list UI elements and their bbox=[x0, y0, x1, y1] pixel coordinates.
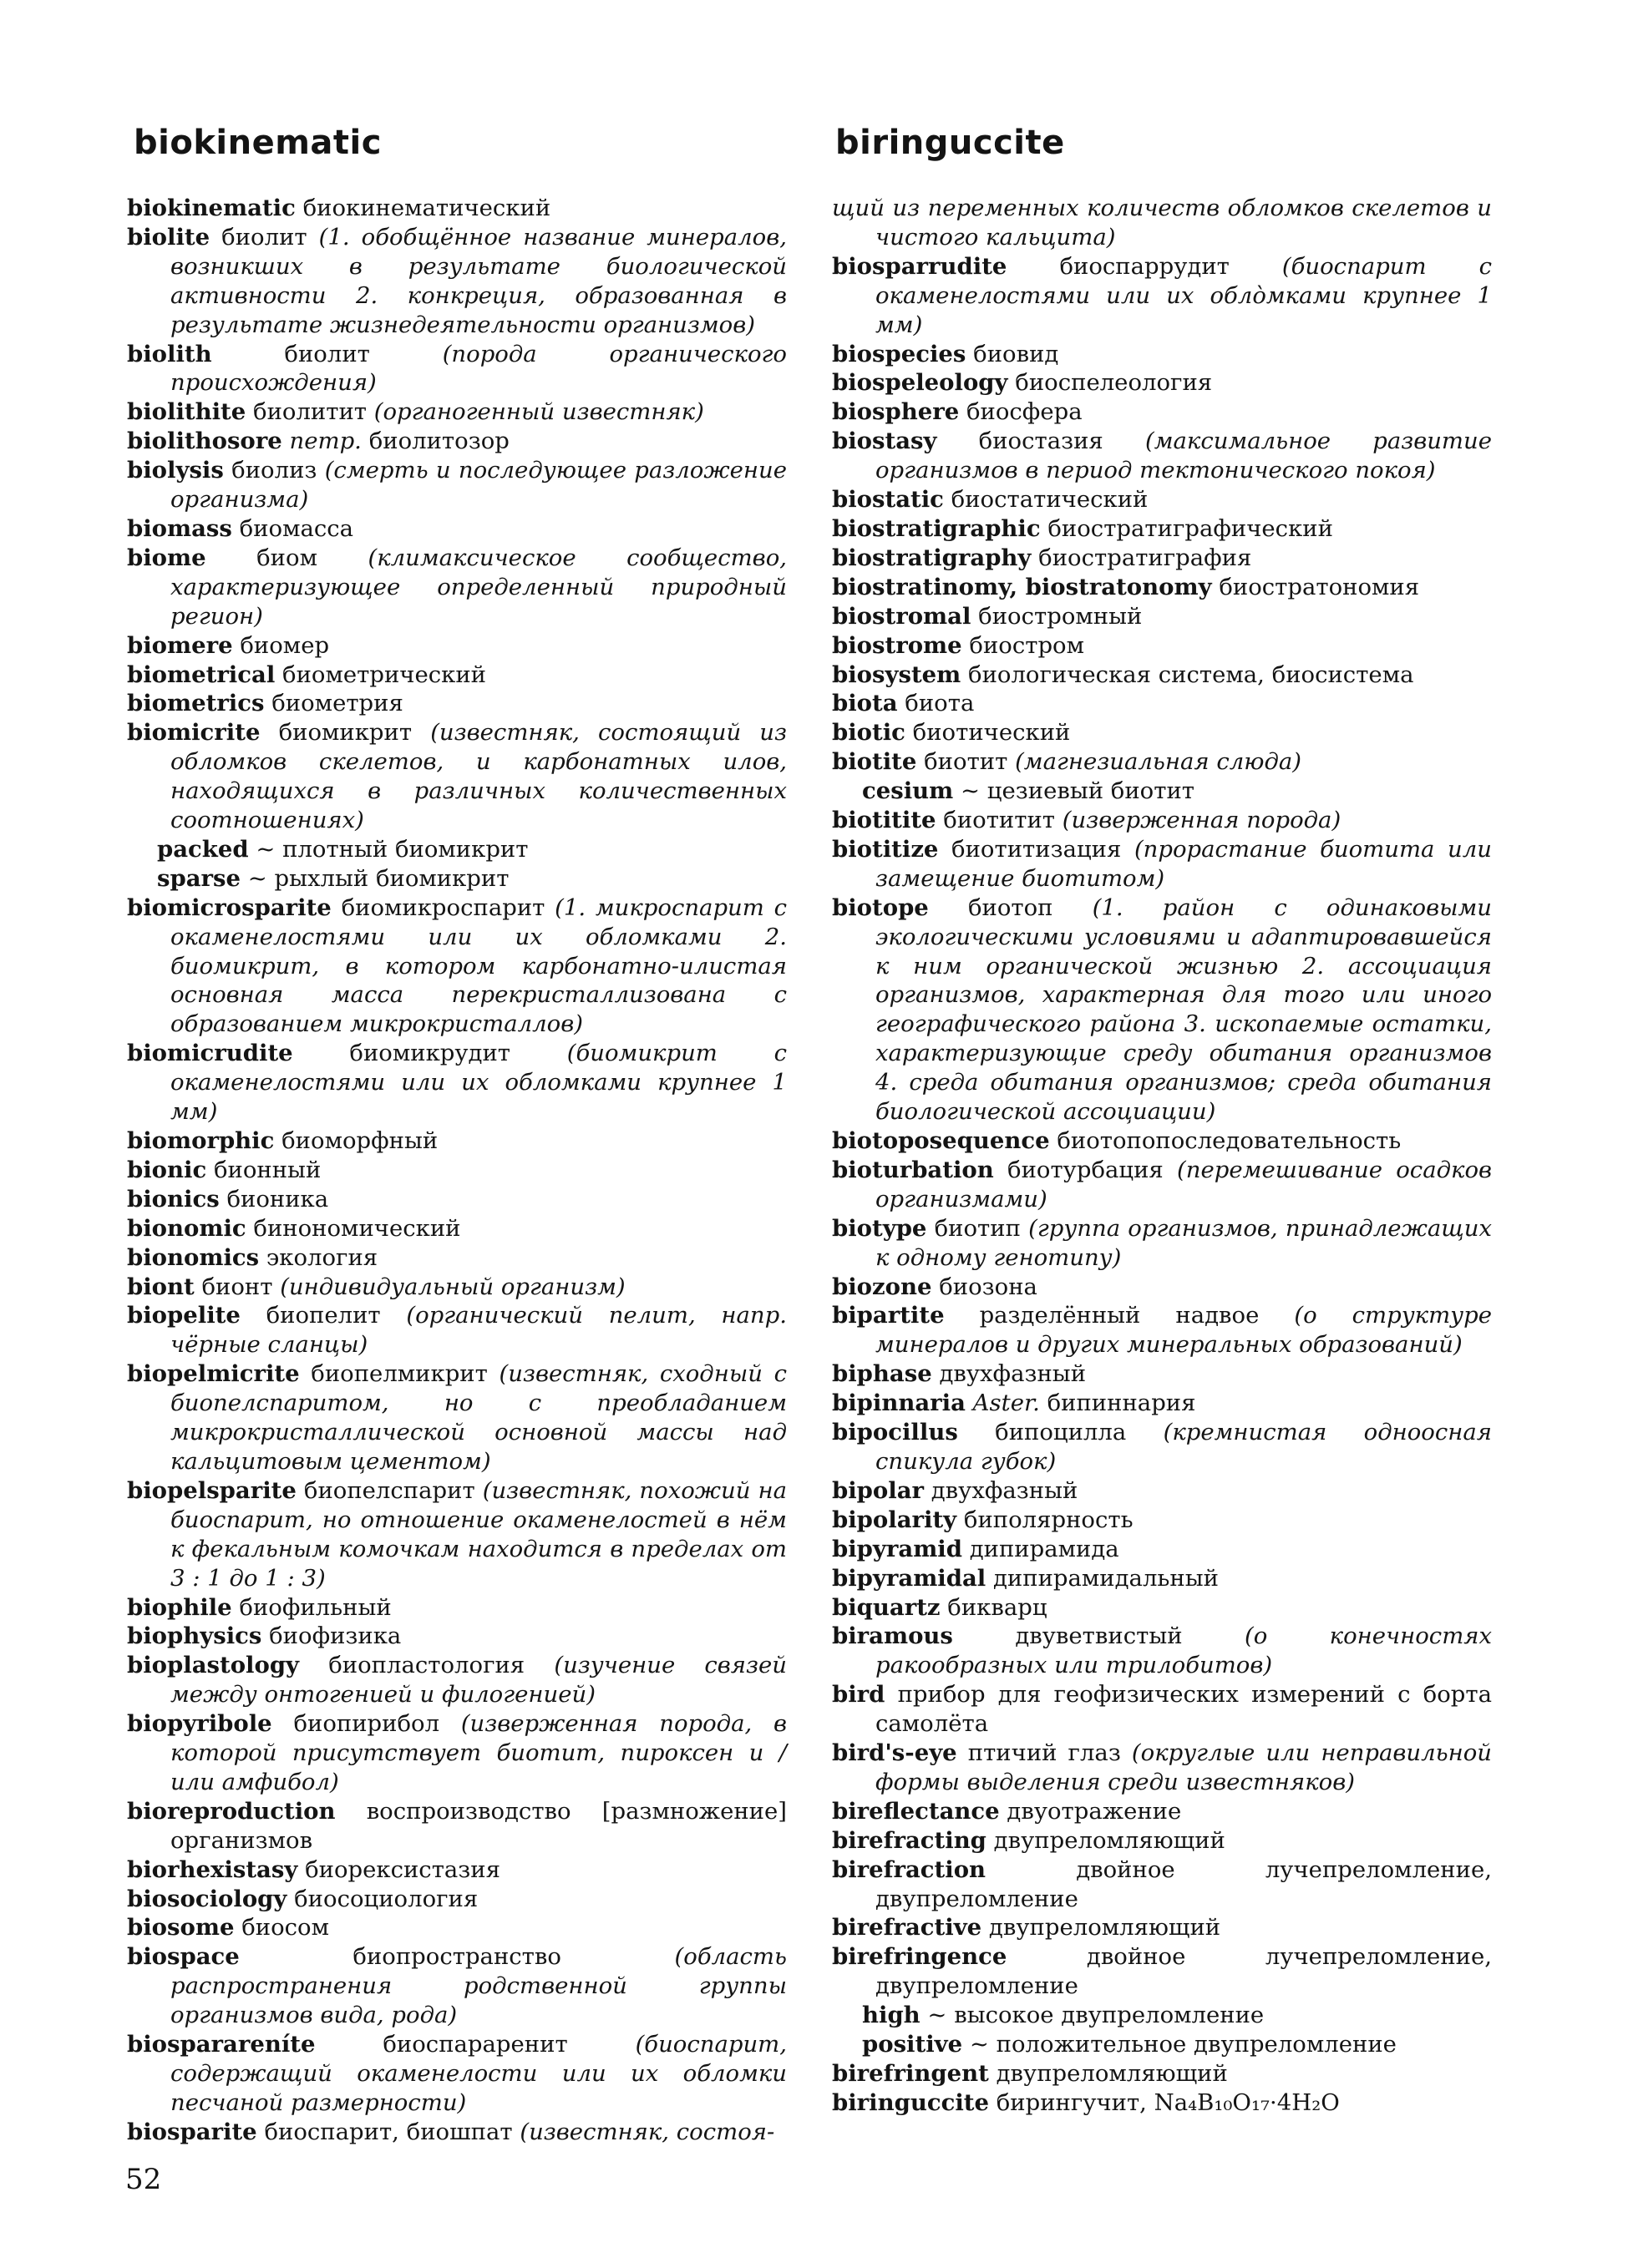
headword: biolite bbox=[127, 223, 210, 251]
translation: биомасса bbox=[239, 514, 354, 542]
headword: bipolarity bbox=[832, 1506, 957, 1533]
translation: двупреломляющий bbox=[993, 1826, 1225, 1854]
dictionary-entry bbox=[832, 631, 1492, 661]
headword: biosparrudite bbox=[832, 252, 1007, 280]
dictionary-entry bbox=[127, 1476, 787, 1593]
translation: биомикрит bbox=[278, 719, 413, 747]
dictionary-entry bbox=[127, 1913, 787, 1942]
dictionary-entry bbox=[127, 1273, 787, 1302]
headword: high bbox=[862, 2002, 921, 2029]
headword: biospecies bbox=[832, 340, 966, 367]
translation: биологическая система, биосистема bbox=[968, 661, 1414, 688]
dictionary-entry bbox=[127, 1651, 787, 1709]
headword: packed bbox=[157, 835, 249, 863]
headword: birefracting bbox=[832, 1826, 986, 1854]
translation: биотурбация bbox=[1007, 1156, 1164, 1183]
translation: биотитит bbox=[943, 807, 1056, 834]
headword: biotite bbox=[832, 748, 917, 776]
translation: биофизика bbox=[269, 1623, 402, 1650]
translation: биометрия bbox=[271, 690, 403, 717]
dictionary-entry bbox=[127, 1185, 787, 1214]
dictionary-entry bbox=[832, 2088, 1492, 2118]
translation: биоспаррудит bbox=[1059, 252, 1230, 280]
translation: биостратономия bbox=[1219, 573, 1420, 600]
translation: биопелит bbox=[266, 1302, 381, 1329]
dictionary-entry bbox=[832, 1593, 1492, 1623]
dictionary-entry bbox=[832, 718, 1492, 747]
translation: биоспарaренит bbox=[383, 2031, 568, 2058]
dictionary-entry bbox=[127, 2118, 787, 2147]
translation: бионный bbox=[213, 1156, 322, 1183]
dictionary-entry bbox=[832, 1739, 1492, 1797]
headword: biopelmicrite bbox=[127, 1360, 300, 1388]
gloss: (известняк, состоящий из обломков скелетов, и карбонатных илов, находящихся в различных количественных соотношениях) bbox=[170, 719, 787, 834]
translation: прибор для геофизических измерений с борта самолёта bbox=[875, 1681, 1492, 1738]
translation: биотопопоследовательность bbox=[1057, 1127, 1402, 1154]
translation: бипиннария bbox=[1047, 1390, 1196, 1417]
translation: биота bbox=[905, 690, 975, 717]
dictionary-entry bbox=[127, 1593, 787, 1623]
headword: biotitize bbox=[832, 835, 939, 863]
translation: биостратиграфия bbox=[1038, 544, 1252, 571]
translation: биом bbox=[256, 544, 317, 571]
headword: biostratigraphic bbox=[832, 514, 1041, 542]
running-head-right: biringuccite bbox=[835, 124, 1065, 162]
dictionary-entry bbox=[832, 252, 1492, 340]
translation: биоморфный bbox=[281, 1127, 439, 1154]
dictionary-entry bbox=[127, 1126, 787, 1156]
dictionary-entry bbox=[127, 894, 787, 1040]
headword: bionomic bbox=[127, 1214, 246, 1242]
dictionary-entry bbox=[127, 718, 787, 835]
headword: bipolar bbox=[832, 1476, 924, 1504]
translation: птичий глаз bbox=[967, 1739, 1121, 1767]
headword: biont bbox=[127, 1273, 195, 1300]
dictionary-entry bbox=[832, 1622, 1492, 1680]
headword: biolithite bbox=[127, 398, 246, 426]
headword: bipocillus bbox=[832, 1419, 958, 1446]
gloss: (органический пелит, напр. чёрные сланцы) bbox=[170, 1302, 787, 1359]
headword: birefringent bbox=[832, 2060, 989, 2087]
headword: biospeleology bbox=[832, 369, 1008, 397]
dictionary-entry bbox=[127, 631, 787, 661]
translation: биолит bbox=[221, 223, 307, 251]
translation: биозона bbox=[939, 1273, 1037, 1300]
dictionary-entry bbox=[832, 368, 1492, 397]
dictionary-entry bbox=[832, 1564, 1492, 1593]
gloss: (смерть и последующее разложение организма) bbox=[170, 457, 787, 514]
headword: biopyribole bbox=[127, 1710, 272, 1738]
headword: bireflectance bbox=[832, 1797, 1000, 1825]
headword: birefringence bbox=[832, 1943, 1007, 1971]
dictionary-entry bbox=[832, 427, 1492, 485]
translation: биотитизация bbox=[951, 835, 1122, 863]
dictionary-entry bbox=[832, 1301, 1492, 1359]
translation: биолитит bbox=[253, 398, 368, 426]
gloss: (о конечностях ракообразных или трилобитов) bbox=[875, 1623, 1493, 1679]
headword: bionics bbox=[127, 1185, 220, 1212]
headword: positive bbox=[862, 2031, 963, 2058]
gloss: (перемешивание осадков организмами) bbox=[875, 1156, 1492, 1212]
dictionary-entry bbox=[127, 1885, 787, 1914]
translation: биостромный bbox=[978, 602, 1143, 630]
translation: биорексистазия bbox=[305, 1855, 500, 1883]
translation: дипирамидальный bbox=[992, 1564, 1219, 1592]
translation: ~ высокое двупреломление bbox=[927, 2002, 1265, 2029]
dictionary-entry bbox=[832, 514, 1492, 544]
page-number: 52 bbox=[125, 2163, 162, 2196]
headword: biota bbox=[832, 690, 898, 717]
translation: двухфазный bbox=[931, 1476, 1078, 1504]
dictionary-entry bbox=[832, 573, 1492, 602]
gloss: (климаксическое сообщество, характеризующее определенный природный регион) bbox=[170, 544, 787, 630]
headword: biophile bbox=[127, 1593, 232, 1621]
translation: биопирибол bbox=[293, 1710, 440, 1738]
sub-entry bbox=[127, 864, 787, 894]
dictionary-entry bbox=[127, 1855, 787, 1885]
dictionary-entry bbox=[832, 894, 1492, 1126]
translation: биостратиграфический bbox=[1047, 514, 1333, 542]
translation: экология bbox=[266, 1243, 378, 1271]
dictionary-entry bbox=[832, 1913, 1492, 1942]
headword: birefraction bbox=[832, 1855, 986, 1883]
dictionary-entry bbox=[127, 689, 787, 718]
dictionary-entry bbox=[832, 1418, 1492, 1476]
headword: biostatic bbox=[832, 486, 944, 514]
dictionary-entry bbox=[832, 1476, 1492, 1506]
gloss: (известняк, состоя- bbox=[520, 2118, 775, 2145]
headword: biospace bbox=[127, 1943, 240, 1971]
dictionary-entry bbox=[127, 194, 787, 223]
dictionary-entry bbox=[832, 1535, 1492, 1564]
headword: biosystem bbox=[832, 661, 961, 688]
translation: биоспелеология bbox=[1015, 369, 1213, 397]
headword: biorhexistasy bbox=[127, 1855, 298, 1883]
dictionary-entry bbox=[127, 661, 787, 690]
gloss: (органогенный известняк) bbox=[373, 398, 704, 426]
dictionary-entry bbox=[127, 1359, 787, 1476]
headword: bipyramidal bbox=[832, 1564, 986, 1592]
dictionary-entry bbox=[832, 1214, 1492, 1273]
headword: bionic bbox=[127, 1156, 207, 1183]
headword: biosociology bbox=[127, 1885, 287, 1912]
translation: биолиз bbox=[231, 457, 317, 484]
dictionary-entry bbox=[127, 1797, 787, 1855]
headword: biometrical bbox=[127, 661, 276, 688]
gloss: (прорастание биотита или замещение биотитом) bbox=[875, 835, 1492, 892]
dictionary-entry bbox=[832, 835, 1492, 894]
gloss: (изучение связей между онтогенией и филогенией) bbox=[170, 1652, 787, 1709]
headword: biostromal bbox=[832, 602, 971, 630]
headword: biringuccite bbox=[832, 2088, 989, 2116]
headword: biolysis bbox=[127, 457, 224, 484]
dictionary-entry bbox=[127, 340, 787, 398]
headword: biomere bbox=[127, 631, 233, 659]
gloss: (изверженная порода) bbox=[1062, 807, 1341, 834]
dictionary-entry bbox=[832, 485, 1492, 514]
dictionary-entry bbox=[127, 223, 787, 340]
dictionary-entry bbox=[832, 747, 1492, 777]
headword: biotitite bbox=[832, 807, 936, 834]
translation: биовид bbox=[973, 340, 1059, 367]
headword: biramous bbox=[832, 1623, 953, 1650]
headword: biosphere bbox=[832, 398, 960, 426]
dictionary-entry bbox=[127, 1709, 787, 1797]
headword: bipinnaria bbox=[832, 1390, 966, 1417]
sub-entry bbox=[832, 777, 1492, 806]
dictionary-entry bbox=[832, 1389, 1492, 1418]
dictionary-entry bbox=[127, 1039, 787, 1126]
headword: biozone bbox=[832, 1273, 932, 1300]
dictionary-entry bbox=[832, 1359, 1492, 1389]
headword: bipyramid bbox=[832, 1535, 962, 1562]
headword: biokinematic bbox=[127, 195, 296, 221]
dictionary-entry bbox=[127, 427, 787, 456]
headword: biolithosore bbox=[127, 428, 282, 455]
gloss: (биоспарит, содержащий окаменелости или их обломки песчаной размерности) bbox=[170, 2031, 787, 2116]
headword: biosparite bbox=[127, 2118, 257, 2145]
gloss: (известняк, сходный с биопелспаритом, но с преобладанием микрокристаллической основной массы над кальцитовым цементом) bbox=[170, 1360, 788, 1475]
headword: biphase bbox=[832, 1360, 932, 1388]
translation: биостазия bbox=[978, 428, 1103, 455]
dictionary-entry bbox=[127, 1243, 787, 1273]
headword: biomicrosparite bbox=[127, 894, 332, 921]
translation: бипоцилла bbox=[995, 1419, 1127, 1446]
dictionary-entry bbox=[832, 1273, 1492, 1302]
gloss: Aster. bbox=[972, 1390, 1040, 1417]
translation: биокинематический bbox=[302, 195, 551, 221]
translation: биометрический bbox=[282, 661, 486, 688]
translation: ~ рыхлый биомикрит bbox=[247, 864, 510, 892]
dictionary-entry bbox=[832, 340, 1492, 369]
translation: биостатический bbox=[951, 486, 1149, 514]
headword: bird bbox=[832, 1681, 885, 1709]
translation: двупреломляющий bbox=[988, 1914, 1221, 1941]
translation: бирингучит, Na₄B₁₀O₁₇·4H₂O bbox=[996, 2088, 1340, 2116]
headword: birefractive bbox=[832, 1914, 982, 1941]
translation: биолитозор bbox=[368, 428, 510, 455]
headword: biome bbox=[127, 544, 206, 571]
dictionary-entry bbox=[127, 1622, 787, 1651]
translation: двуотражение bbox=[1007, 1797, 1182, 1825]
translation: биоспарит, биошпат bbox=[264, 2118, 513, 2145]
translation: двойное лучепреломление, двупреломление bbox=[875, 1855, 1492, 1912]
headword: biophysics bbox=[127, 1623, 262, 1650]
headword: biomicrudite bbox=[127, 1040, 293, 1067]
translation: биосоциология bbox=[294, 1885, 479, 1912]
translation: дипирамида bbox=[969, 1535, 1119, 1562]
dictionary-entry bbox=[127, 1942, 787, 2030]
sub-entry bbox=[832, 2001, 1492, 2030]
dictionary-entry bbox=[832, 1680, 1492, 1739]
translation: ~ цезиевый биотит bbox=[961, 777, 1194, 805]
headword: biomass bbox=[127, 514, 232, 542]
headword: biopelite bbox=[127, 1302, 241, 1329]
translation: ~ положительное двупреломление bbox=[969, 2031, 1397, 2058]
dictionary-entry bbox=[832, 602, 1492, 631]
gloss: (максимальное развитие организмов в период тектонического покоя) bbox=[875, 428, 1492, 484]
gloss: (изверженная порода, в которой присутствует биотит, пироксен и / или амфибол) bbox=[170, 1710, 787, 1795]
headword: bioreproduction bbox=[127, 1797, 336, 1825]
dictionary-entry bbox=[127, 1301, 787, 1359]
dictionary-entry bbox=[832, 2059, 1492, 2088]
headword: biostasy bbox=[832, 428, 937, 455]
gloss: (область распространения родственной группы организмов вида, рода) bbox=[170, 1943, 787, 2029]
translation: бионика bbox=[226, 1185, 329, 1212]
headword: biotic bbox=[832, 719, 905, 747]
translation: биотит bbox=[924, 748, 1008, 776]
dictionary-entry bbox=[832, 1156, 1492, 1214]
gloss: (группа организмов, принадлежащих к одному генотипу) bbox=[875, 1214, 1492, 1271]
gloss: петр. bbox=[289, 428, 362, 455]
gloss: (порода органического происхождения) bbox=[170, 340, 787, 397]
sub-entry bbox=[127, 835, 787, 864]
headword: biosparareníte bbox=[127, 2031, 316, 2058]
translation: биотип bbox=[934, 1214, 1021, 1242]
translation: биофильный bbox=[239, 1593, 392, 1621]
headword: biosome bbox=[127, 1914, 235, 1941]
gloss: (1. микроспарит с окаменелостями или их обломками 2. биомикрит, в котором карбонатно-илистая основная масса перекристаллизована с образованием микрокристаллов) bbox=[170, 894, 787, 1038]
translation: двупреломляющий bbox=[996, 2060, 1228, 2087]
headword: biolith bbox=[127, 340, 212, 367]
translation: биопелмикрит bbox=[311, 1360, 488, 1388]
gloss: (кремнистая одноосная спикула губок) bbox=[875, 1419, 1492, 1475]
gloss: (округлые или неправильной формы выделения среди известняков) bbox=[875, 1739, 1492, 1795]
headword: biostrome bbox=[832, 631, 962, 659]
gloss: (1. район с одинаковыми экологическими условиями и адаптировавшейся к ним органической жизнью 2. ассоциация организмов, характерная для того или иного географического района 3. ископаемые остатки, характеризующие среду обитания организмов 4. среда обитания организмов; среда обитания биологической ассоциации) bbox=[875, 894, 1493, 1126]
headword: bird's-eye bbox=[832, 1739, 957, 1767]
translation: биомикрудит bbox=[349, 1040, 511, 1067]
translation: бинономический bbox=[253, 1214, 461, 1242]
dictionary-entry bbox=[127, 2030, 787, 2118]
translation: биостром bbox=[969, 631, 1084, 659]
headword: biopelsparite bbox=[127, 1476, 297, 1504]
headword: biometrics bbox=[127, 690, 265, 717]
dictionary-entry bbox=[832, 1942, 1492, 2001]
headword: biotype bbox=[832, 1214, 927, 1242]
translation: биопластология bbox=[328, 1652, 525, 1679]
gloss: (о структуре минералов и других минеральных образований) bbox=[875, 1302, 1492, 1359]
dictionary-entry bbox=[832, 1855, 1492, 1914]
translation: двухфазный bbox=[939, 1360, 1087, 1388]
dictionary-entry bbox=[127, 514, 787, 544]
translation: ~ плотный биомикрит bbox=[256, 835, 529, 863]
gloss: щий из переменных количеств обломков скелетов и чистого кальцита) bbox=[832, 195, 1492, 251]
translation: биомикроспарит bbox=[341, 894, 545, 921]
dictionary-entry bbox=[127, 456, 787, 514]
translation: разделённый надвое bbox=[979, 1302, 1260, 1329]
translation: биполярность bbox=[963, 1506, 1134, 1533]
headword: biomicrite bbox=[127, 719, 261, 747]
translation: двуветвистый bbox=[1015, 1623, 1183, 1650]
headword: cesium bbox=[862, 777, 954, 805]
headword: biostratigraphy bbox=[832, 544, 1032, 571]
translation: биолит bbox=[284, 340, 370, 367]
headword: bipartite bbox=[832, 1302, 945, 1329]
gloss: (биомикрит с окаменелостями или их обломками крупнее 1 мм) bbox=[170, 1040, 787, 1126]
dictionary-entry bbox=[832, 544, 1492, 573]
dictionary-entry bbox=[832, 661, 1492, 690]
dictionary-entry bbox=[832, 1797, 1492, 1826]
translation: бикварц bbox=[947, 1593, 1047, 1621]
dictionary-entry bbox=[127, 397, 787, 427]
dictionary-entry bbox=[832, 1126, 1492, 1156]
gloss: (индивидуальный организм) bbox=[280, 1273, 626, 1300]
gloss: (известняк, похожий на биоспарит, но отношение окаменелостей в нём к фекальным комочкам находится в пределах от 3 : 1 до 1 : 3) bbox=[170, 1476, 787, 1592]
headword: biostratinomy, biostratonomy bbox=[832, 573, 1212, 600]
dictionary-entry bbox=[832, 1826, 1492, 1855]
gloss: (1. обобщённое название минералов, возникших в результате биологической активности 2. конкреция, образованная в результате жизнедеятельности организмов) bbox=[170, 223, 787, 338]
headword: bioplastology bbox=[127, 1652, 300, 1679]
running-head-left: biokinematic bbox=[134, 124, 382, 162]
headword: biquartz bbox=[832, 1593, 941, 1621]
translation: воспроизводство [размножение] организмов bbox=[170, 1797, 787, 1854]
translation: биосом bbox=[241, 1914, 329, 1941]
dictionary-entry bbox=[832, 1506, 1492, 1535]
translation: биотоп bbox=[967, 894, 1053, 921]
gloss: (магнезиальная слюда) bbox=[1015, 748, 1302, 776]
sub-entry bbox=[832, 2030, 1492, 2059]
translation: бионт bbox=[201, 1273, 273, 1300]
translation: двойное лучепреломление, двупреломление bbox=[875, 1943, 1492, 2000]
headword: biomorphic bbox=[127, 1127, 275, 1154]
dictionary-entry bbox=[832, 194, 1492, 252]
translation: биосфера bbox=[966, 398, 1083, 426]
dictionary-entry bbox=[127, 544, 787, 631]
dictionary-entry bbox=[127, 1214, 787, 1243]
gloss: (биоспарит с окаменелостями или их обло̀мками крупнее 1 мм) bbox=[875, 252, 1493, 338]
right-column bbox=[832, 194, 1492, 2118]
translation: биомер bbox=[240, 631, 330, 659]
translation: биотический bbox=[912, 719, 1071, 747]
headword: biotoposequence bbox=[832, 1127, 1050, 1154]
translation: биопространство bbox=[352, 1943, 561, 1971]
dictionary-entry bbox=[832, 397, 1492, 427]
dictionary-entry bbox=[832, 806, 1492, 835]
headword: sparse bbox=[157, 864, 241, 892]
headword: bionomics bbox=[127, 1243, 260, 1271]
headword: bioturbation bbox=[832, 1156, 994, 1183]
headword: biotope bbox=[832, 894, 929, 921]
dictionary-entry bbox=[127, 1156, 787, 1185]
translation: биопелспарит bbox=[303, 1476, 475, 1504]
dictionary-entry bbox=[832, 689, 1492, 718]
left-column bbox=[127, 194, 787, 2147]
